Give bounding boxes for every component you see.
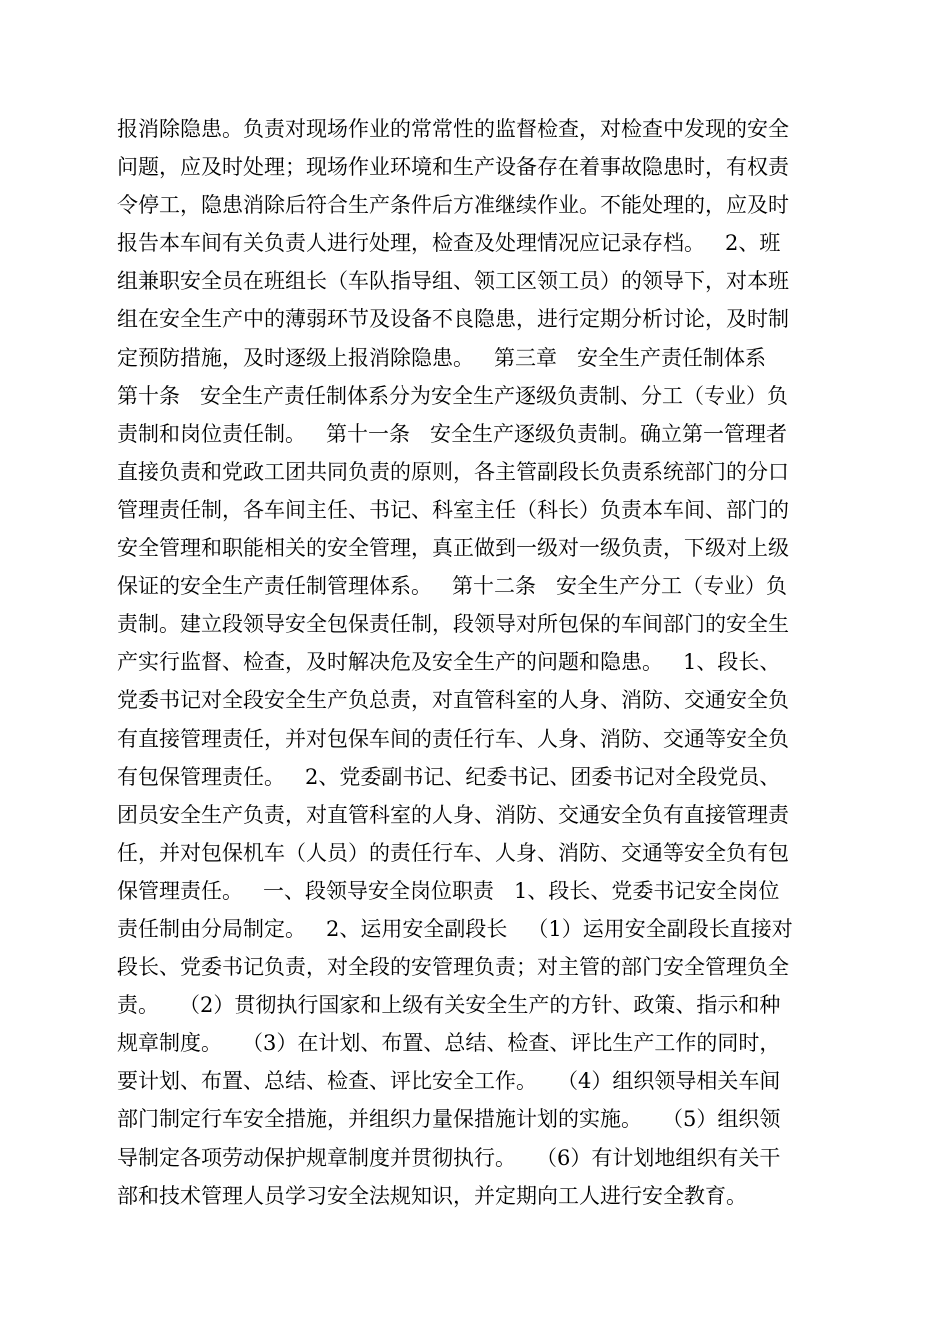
text-line: 定预防措施，及时逐级上报消除隐患。 第三章 安全生产责任制体系 (117, 345, 767, 370)
text-line: 导制定各项劳动保护规章制度并贯彻执行。 （6）有计划地组织有关干 (117, 1145, 781, 1170)
text-line: 报告本车间有关负责人进行处理，检查及处理情况应记录存档。 2、班 (117, 231, 781, 256)
text-line: 团员安全生产负责，对直管科室的人身、消防、交通安全负有直接管理责 (117, 802, 789, 827)
body-text (117, 110, 837, 1215)
text-line: 令停工，隐患消除后符合生产条件后方准继续作业。不能处理的，应及时 (117, 193, 789, 218)
text-line: 党委书记对全段安全生产负总责，对直管科室的人身、消防、交通安全负 (117, 688, 789, 713)
text-line: 安全管理和职能相关的安全管理，真正做到一级对一级负责，下级对上级 (117, 536, 789, 561)
text-line: 保证的安全生产责任制管理体系。 第十二条 安全生产分工（专业）负 (117, 574, 788, 599)
text-line: 报消除隐患。负责对现场作业的常常性的监督检查，对检查中发现的安全 (117, 117, 789, 141)
text-line: 有包保管理责任。 2、党委副书记、纪委书记、团委书记对全段党员、 (117, 764, 781, 789)
text-line: 任，并对包保机车（人员）的责任行车、人身、消防、交通等安全负有包 (117, 840, 789, 865)
text-line: 责制。建立段领导安全包保责任制，段领导对所包保的车间部门的安全生 (117, 612, 789, 637)
text-line: 有直接管理责任，并对包保车间的责任行车、人身、消防、交通等安全负 (117, 726, 789, 751)
text-line: 第十条 安全生产责任制体系分为安全生产逐级负责制、分工（专业）负 (117, 383, 789, 408)
text-line: 责任制由分局制定。 2、运用安全副段长 （1）运用安全副段长直接对 (117, 916, 793, 941)
text-line: 责制和岗位责任制。 第十一条 安全生产逐级负责制。确立第一管理者 (117, 421, 788, 446)
text-line: 段长、党委书记负责，对全段的安管理负责；对主管的部门安全管理负全 (117, 955, 789, 980)
text-line: 组兼职安全员在班组长（车队指导组、领工区领工员）的领导下，对本班 (117, 269, 789, 294)
text-line: 规章制度。 （3）在计划、布置、总结、检查、评比生产工作的同时， (117, 1031, 781, 1056)
text-line: 产实行监督、检查，及时解决危及安全生产的问题和隐患。 1、段长、 (117, 650, 781, 675)
text-line: 部门制定行车安全措施，并组织力量保措施计划的实施。 （5）组织领 (117, 1107, 781, 1132)
text-line: 直接负责和党政工团共同负责的原则，各主管副段长负责系统部门的分口 (117, 459, 789, 484)
text-line: 问题，应及时处理；现场作业环境和生产设备存在着事故隐患时，有权责 (117, 155, 789, 180)
text-line: 组在安全生产中的薄弱环节及设备不良隐患，进行定期分析讨论，及时制 (117, 307, 789, 332)
text-line: 管理责任制，各车间主任、书记、科室主任（科长）负责本车间、部门的 (117, 497, 789, 522)
text-line: 责。 （2）贯彻执行国家和上级有关安全生产的方针、政策、指示和种 (117, 993, 781, 1018)
text-line: 要计划、布置、总结、检查、评比安全工作。 （4）组织领导相关车间 (117, 1069, 781, 1094)
text-line: 部和技术管理人员学习安全法规知识，并定期向工人进行安全教育。 (117, 1183, 747, 1208)
text-line: 保管理责任。 一、段领导安全岗位职责 1、段长、党委书记安全岗位 (117, 878, 780, 903)
